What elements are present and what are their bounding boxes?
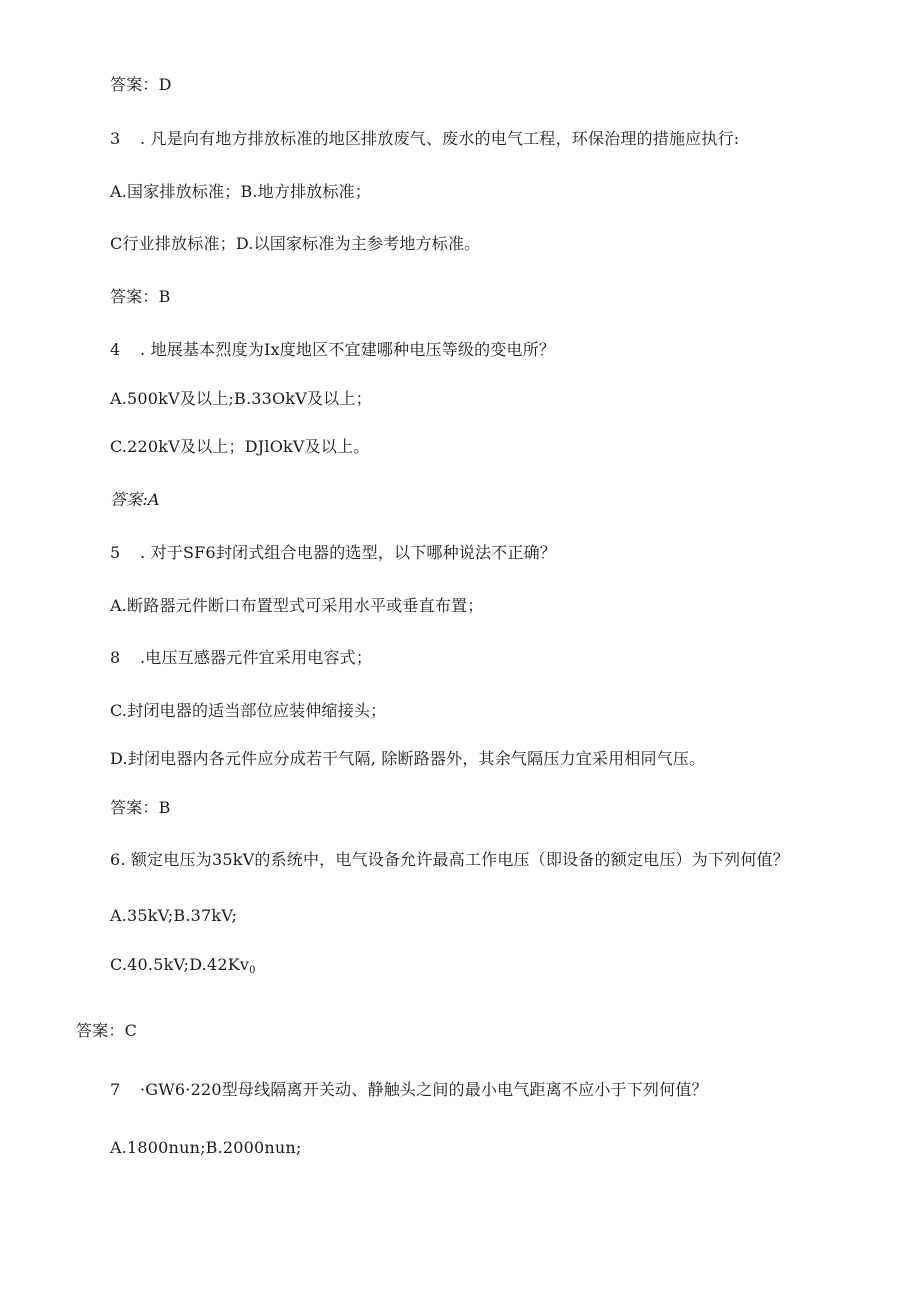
q3-options-ab: A.国家排放标准；B.地方排放标准； <box>110 182 372 201</box>
q6-options-cd <box>110 954 256 982</box>
q5-option-b <box>110 647 372 669</box>
q5-option-d: D.封闭电器内各元件应分成若干气隔, 除断路器外，其余气隔压力宜采用相同气压。 <box>110 749 706 768</box>
answer-5: 答案：B <box>110 798 171 817</box>
answer-4: 答案:A <box>110 490 160 509</box>
q5-option-a: A.断路器元件断口布置型式可采用水平或垂直布置； <box>110 596 484 615</box>
answer-6: 答案：C <box>76 1021 138 1040</box>
q4-options-cd: C.220kV及以上；DJlOkV及以上。 <box>110 437 370 456</box>
q6-options-ab: A.35kV;B.37kV; <box>110 906 238 925</box>
question-text: . 地展基本烈度为Ix度地区不宜建哪种电压等级的变电所？ <box>140 340 556 359</box>
question-4 <box>110 339 555 361</box>
q3-options-cd: C行业排放标准；D.以国家标准为主参考地方标准。 <box>110 234 481 253</box>
question-5 <box>110 542 556 564</box>
answer-3: 答案：B <box>110 287 171 306</box>
question-number: 3 <box>110 129 121 148</box>
question-7 <box>110 1079 708 1101</box>
question-number: 7 <box>110 1080 121 1099</box>
option-number: 8 <box>110 648 121 667</box>
answer-prev: 答案：D <box>110 75 172 94</box>
question-3 <box>110 128 739 150</box>
subscript: 0 <box>249 965 256 976</box>
q5-option-c: C.封闭电器的适当部位应装伸缩接头； <box>110 701 387 720</box>
question-text: . 对于SF6封闭式组合电器的选型，以下哪种说法不正确？ <box>140 543 557 562</box>
q4-options-ab: A.500kV及以上;B.33OkV及以上； <box>110 389 372 408</box>
question-number: 5 <box>110 543 121 562</box>
question-text: . 凡是向有地方排放标准的地区排放废气、废水的电气工程，环保治理的措施应执行: <box>140 129 740 148</box>
q7-options-ab: A.1800nun;B.2000nun; <box>110 1138 302 1157</box>
question-text: ·GW6·220型母线隔离开关动、静触头之间的最小电气距离不应小于下列何值？ <box>140 1080 708 1099</box>
question-6: 6. 额定电压为35kV的系统中，电气设备允许最高工作电压（即设备的额定电压）为下列何值？ <box>110 850 789 869</box>
option-text: C.40.5kV;D.42Kv <box>110 955 250 974</box>
option-text: .电压互感器元件宜采用电容式； <box>140 648 373 667</box>
question-number: 4 <box>110 340 121 359</box>
